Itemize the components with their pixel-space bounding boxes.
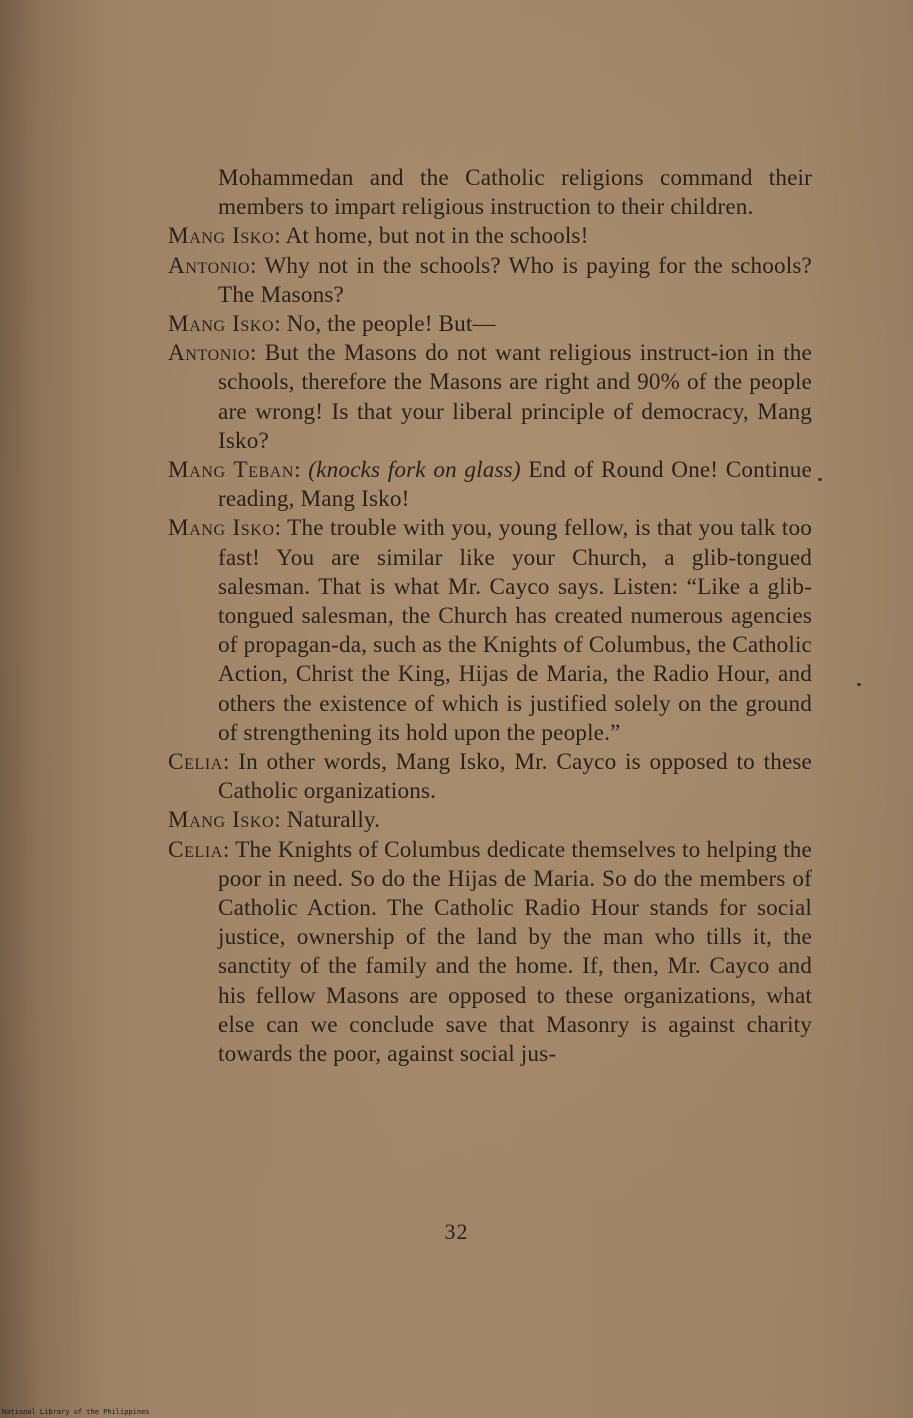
paper-speck: [857, 683, 861, 686]
dialogue-text-line: At home, but not in the schools!: [285, 223, 589, 250]
speaker-separator: :: [222, 836, 236, 863]
paper-speck: [818, 478, 822, 481]
dialogue-text-line: Naturally.: [286, 807, 381, 834]
page-number: 32: [444, 1219, 469, 1244]
dialogue-text-line: But the Masons do not want religious instruct-ion in the schools, therefore the Masons are right and 90% of the people are wrong! Is that your liberal principle of democracy, Mang Isko?: [218, 340, 812, 454]
speaker-name: Antonio: [168, 340, 250, 367]
speaker-name: Mang Isko: [168, 515, 275, 542]
speaker-separator: :: [222, 749, 239, 776]
dialogue-line: [168, 310, 812, 339]
speaker-name: Mang Isko: [168, 311, 275, 338]
dialogue-text-line: No, the people! But—: [286, 311, 496, 338]
speaker-separator: :: [249, 340, 265, 367]
speaker-name: Celia: [168, 749, 223, 776]
dialogue-line: [168, 836, 812, 1070]
dialogue-line: [168, 222, 812, 251]
paragraph-continued: [168, 164, 812, 222]
speaker-separator: :: [274, 223, 286, 250]
speaker-name: Mang Isko: [168, 223, 275, 250]
dialogue-line: [168, 806, 812, 835]
speaker-separator: :: [294, 457, 309, 484]
dialogue-text-line: In other words, Mang Isko, Mr. Cayco is opposed to these Catholic organizations.: [218, 749, 812, 805]
dialogue-line: [168, 339, 812, 456]
dialogue-text-line: The Knights of Columbus dedicate themselves to helping the poor in need. So do the Hijas de Maria. So do the members of Catholic Action. The Catholic Radio Hour stands for social justice, ownership of the land by the man who tills it, the sanctity of the family and the home. If, then, Mr. Cayco and his fellow Masons are opposed to these organizations, what else can we conclude save that Masonry is against charity towards the poor, against social jus-: [218, 836, 812, 1068]
speaker-name: Celia: [168, 836, 223, 863]
speaker-separator: :: [274, 311, 287, 338]
dialogue-line: [168, 514, 812, 748]
speaker-separator: :: [249, 252, 265, 279]
speaker-name: Mang Isko: [168, 807, 275, 834]
dialogue-line: [168, 456, 812, 514]
stage-direction: (knocks fork on glass): [308, 457, 521, 484]
dialogue-text-line: Why not in the schools? Who is paying for the schools? The Masons?: [218, 252, 812, 308]
speaker-separator: :: [274, 515, 288, 542]
dialogue-line: [168, 252, 812, 310]
paragraph-text: Mohammedan and the Catholic religions command their members to impart religious instruction to their children.: [218, 165, 812, 221]
speaker-name: Mang Teban: [168, 457, 295, 484]
dialogue-text: [168, 164, 812, 1069]
speaker-separator: :: [274, 807, 287, 834]
speaker-name: Antonio: [168, 252, 250, 279]
dialogue-text-line: The trouble with you, young fellow, is that you talk too fast! You are similar like your Church, a glib-tongued salesman. That is what Mr. Cayco says. Listen: “Like a glib-tongued salesman, the Church has created numerous agencies of propagan-da, such as the Knights of Columbus, the Catholic Action, Christ the King, Hijas de Maria, the Radio Hour, and others the existence of which is justified solely on the ground of strengthening its hold upon the people.”: [218, 515, 813, 746]
dialogue-line: [168, 748, 812, 806]
library-credit: National Library of the Philippines: [2, 1408, 150, 1416]
dialogue-text-line: End of Round One! Continue reading, Mang Isko!: [218, 457, 812, 513]
